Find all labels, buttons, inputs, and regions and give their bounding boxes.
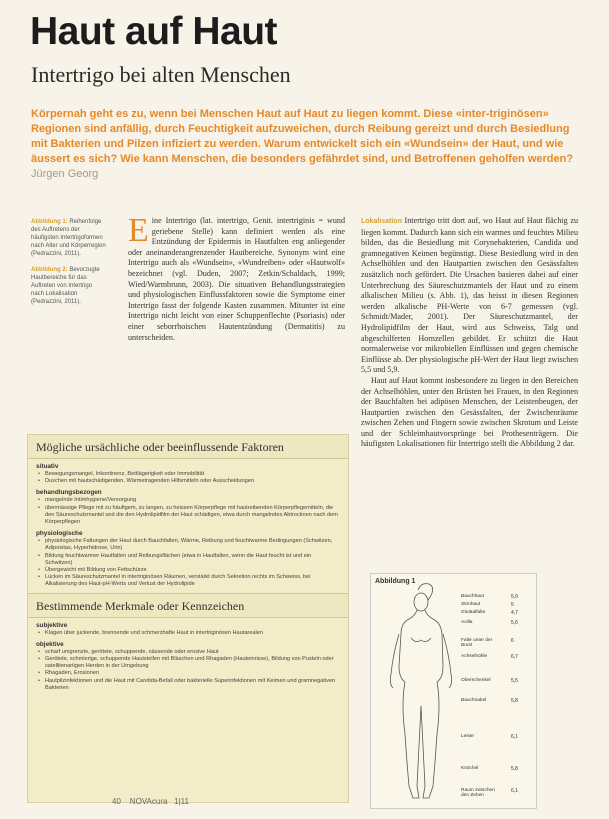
- figure-region-label: Bauchhaut: [461, 594, 484, 599]
- figure-region-label: Oberschenkel: [461, 678, 491, 683]
- section-runin: Lokalisation: [361, 218, 402, 225]
- feature-groups: [28, 622, 348, 692]
- figure-region-label: Stirnhaut: [461, 602, 481, 607]
- box-list-item: • Rhagaden, Erosionen: [40, 670, 340, 677]
- box-subheading: physiologische: [36, 530, 83, 538]
- box-list: [40, 471, 340, 485]
- figure-region-label: Raum zwischen den Zehen: [461, 788, 495, 798]
- figure-region-label: Achselhöhle: [461, 654, 488, 659]
- figure-ph-value: 6,7: [511, 654, 518, 660]
- figure-region-label: Glutäalfalte: [461, 610, 486, 615]
- box-list-item: • Gerötete, schmierige, schuppende Hautstellen mit Bläschen und Rhagaden (Hauteinrisse), Bildung von Pusteln oder satellitenartigen Herden in der Umgebung: [40, 656, 340, 670]
- skin-on-skin-paragraph: Haut auf Haut kommt insbesondere zu liegen in den Bereichen der Achselhöhlen, unter den Brüsten bei Frauen, in den Regionen der Bauchfalten bei adipösen Menschen, der Leistenbeugen, der Hautpartien zwischen den Gesässfalten, der Zwischenräume zwischen Zehen und Fingern sowie zwischen Skrotum und Leiste und der Schleimhautvorsprünge bei Prothesenträgern. Die häufigsten Lokalisationen für Intertrigo stellt die Abbildung 2 dar.: [361, 375, 578, 449]
- page-subtitle: Intertrigo bei alten Menschen: [31, 62, 291, 87]
- figure-ph-value: 5,8: [511, 766, 518, 772]
- figure-title: Abbildung 1: [375, 578, 416, 585]
- figure-region-label: Falte unter der Brust: [461, 638, 493, 648]
- caption-2: [31, 266, 106, 306]
- caption-1-label: Abbildung 1:: [31, 219, 68, 225]
- figure-ph-value: 5,8: [511, 698, 518, 704]
- box-list-item: • Lücken im Säureschutzmantel in intertriginösen Räumen, verstärkt durch Sekretion rechts im Schweiss, bei Alkalisierung des Haut-pH-Werts und Verlust der Hydrolipide: [40, 574, 340, 588]
- intro-paragraph: [128, 212, 345, 343]
- box-list-item: • übermässige Pflege mit zu häufigem, zu langen, zu heissen Körperpflege mit hautreibenden Körperpflegemitteln, die den Säureschutzmantel und die den Hydrolipidfilm der Haut schädigen, etwa durch mangelndes Abtrocknen nach dem Körperpflegen: [40, 505, 340, 527]
- box-list-item: • scharf umgrenzte, gerötete, schuppende, nässende oder erosive Haut: [40, 649, 340, 656]
- localisation-paragraph: [361, 216, 578, 376]
- figure-ph-value: 5,6: [511, 620, 518, 626]
- caption-2-label: Abbildung 2:: [31, 267, 68, 273]
- figure-ph-value: 6,1: [511, 734, 518, 740]
- box-list-item: • physiologische Faltungen der Haut durch Bauchfalten, Wärme, Reibung und feuchtwarme Bedingungen (Schwitzen, Adipositas, Hyperhidrose, Urin): [40, 538, 340, 552]
- box-heading-features: Bestimmende Merkmale oder Kennzeichen: [28, 593, 348, 618]
- figure-ph-value: 5: [511, 602, 514, 608]
- box-subheading: objektive: [36, 640, 64, 648]
- author-name: Jürgen Georg: [31, 168, 99, 180]
- box-list-item: • Bewegungsmangel, Inkontinenz, Bettlägerigkeit oder Immobilität: [40, 471, 340, 478]
- article-column-2: [361, 216, 578, 450]
- localisation-text: Intertrigo tritt dort auf, wo Haut auf Haut flächig zu liegen kommt. Dadurch kann sich ein warmes und feuchtes Milieu bilden, das die Besiedlung mit Corynebakterien, Candida und gramnegativen Keimen begünstigt. Diese Besiedlung wird in den Achselhöhlen und den Hautpartien zwischen den Gesässfalten zusätzlich noch gefördert. Die Ursachen basieren dabei auf einer Unterbrechung des Säureschutzmantels der Haut und zu einem alkalischen Milieu (s. Abb. 1), das heisst in diesen Regionen werden alkalische PH-Werte von 6-7 gemessen (vgl. Schmidt/Mader, 2001). Der Säureschutzmantel, der Hydrolipidfilm der Haut, wird aus Schweiss, Talg und abgeschilferten Hornzellen gebildet. Er schützt die Haut normalerweise vor mikrobiellen Einflüssen und gegen chemische Einflüsse ab. Der physiologische pH-Wert der Haut liegt zwischen 5,5 und 5,9.: [361, 216, 578, 375]
- box-list-item: • Klagen über juckende, brennende und schmerzhafte Haut in intertriginösen Hautarealen: [40, 630, 340, 637]
- figure-ph-value: 4,7: [511, 610, 518, 616]
- caption-2-text: Bevorzugte Hautbereiche für das Auftreten von Intertrigo nach Lokalisation (Pedrazzini, 2011).: [31, 267, 100, 305]
- box-subheading: situativ: [36, 463, 59, 470]
- figure-region-label: Leiste: [461, 734, 474, 739]
- page-title: Haut auf Haut: [30, 10, 277, 53]
- box-list-item: • mangelnde Intimhygiene/Versorgung: [40, 497, 340, 504]
- box-list: [40, 630, 340, 637]
- info-box: [27, 434, 349, 803]
- figure-ph-value: 5,9: [511, 594, 518, 600]
- caption-1-text: Reihenfolge des Auftretens der häufigsten Intertrigoformen nach Alter und Körperregion (Pedrazzini, 2011).: [31, 219, 106, 257]
- factor-groups: [28, 463, 348, 589]
- journal-issue: 1|11: [174, 797, 189, 806]
- box-heading-factors: Mögliche ursächliche oder beeinflussende Faktoren: [28, 435, 348, 459]
- box-list: [40, 649, 340, 692]
- figure-ph-value: 6: [511, 638, 514, 644]
- box-subheading: behandlungsbezogen: [36, 489, 102, 497]
- box-list-item: • Bildung feuchtwarmer Hautfalten und Reibungsflächen (etwa in Hautfalten, wenn die Haut feucht ist und ein Schwitzen): [40, 553, 340, 567]
- box-list-item: • Duschen mit hautschädigenden, Wärmetragenden Hilfsmitteln oder Ausscheidungen: [40, 478, 340, 485]
- box-list: [40, 497, 340, 526]
- box-subheading: subjektive: [36, 621, 68, 629]
- figure-ph-value: 5,5: [511, 678, 518, 684]
- box-list-item: • Hautpilzinfektionen und die Haut mit Candida-Befall oder bakterielle Superinfektionen mit Keimen und gramnegativen Bakterien: [40, 678, 340, 692]
- figure-region-label: Knöchel: [461, 766, 479, 771]
- figure-captions: [31, 218, 106, 314]
- figure-region-label: Bauchnabel: [461, 698, 487, 703]
- caption-1: [31, 218, 106, 258]
- journal-name: NOVAcura: [129, 797, 168, 806]
- box-list: [40, 538, 340, 588]
- lead-paragraph: [31, 107, 581, 182]
- page-number: 40: [112, 797, 121, 806]
- drop-cap: E: [128, 212, 149, 249]
- box-list-item: • Übergewicht mit Bildung von Fettschürze: [40, 567, 340, 574]
- figure-region-label: Axilla: [461, 620, 473, 625]
- figure-ph-value: 6,1: [511, 788, 518, 794]
- article-column-1: [128, 212, 345, 343]
- page-footer: [112, 797, 189, 806]
- figure-ph-values: [370, 573, 537, 809]
- lead-text: Körpernah geht es zu, wenn bei Menschen Haut auf Haut zu liegen kommt. Diese «inter-triginösen» Regionen sind anfällig, durch Feuchtigkeit aufzuweichen, durch Reibung gereizt und durch Besiedlung mit Bakterien und Pilzen infiziert zu werden. Warum entwickelt sich ein «Wundsein» der Haut, und wie äussert es sich? Wie kann Menschen, die besonders gefährdet sind, und Betroffenen geholfen werden?: [31, 108, 574, 165]
- intro-text: ine Intertrigo (lat. intertrigo, Genit. intertriginis = wund geriebene Stelle) kann definiert werden als eine Entzündung der Epidermis in Hautfalten eng anliegender oder aneinanderangrenzender Hautbereiche. Synonym wird eine Intertrigo auch als «Wundsein», «Wundreiben» oder «Hautwolf» bezeichnet (vgl. Duden, 2007; Zetkin/Schaldach, 1999; Wied/Warmbrunn, 2003). Die situativen Behandlungsstrategien und physiologischen Einflussfaktoren sowie die Symptome einer Intertrigo fasst der folgende Kasten zusammen. Mitunter ist eine Intertrigo nicht leicht von einer Schuppenflechte (Psoriasis) oder einer seborrhoischen Hautentzündung (Dermatitis) zu unterscheiden.: [128, 216, 345, 342]
